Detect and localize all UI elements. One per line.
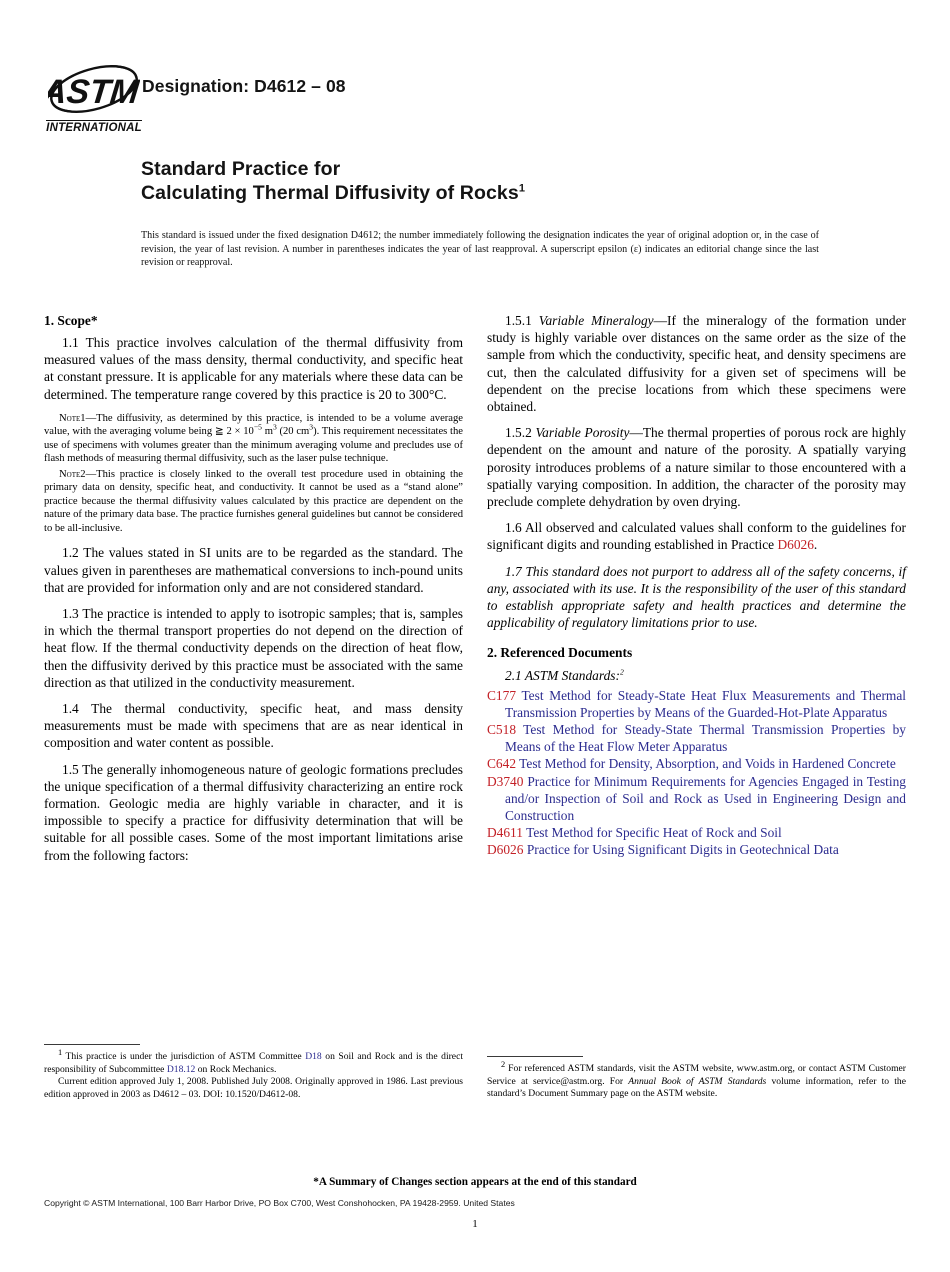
reference-title[interactable]: Test Method for Steady-State Heat Flux Measurements and Thermal Transmission Properties by Means of the Guarded-Hot-Plate Apparatus: [505, 687, 906, 720]
paragraph-1-5-2: [487, 424, 906, 510]
reference-id[interactable]: C177: [487, 687, 517, 703]
svg-text:ASTM: ASTM: [48, 73, 140, 111]
footnote-divider-left: [44, 1044, 140, 1045]
reference-id[interactable]: D4611: [487, 825, 523, 841]
note-1-text-d: ). This requirement necessitates the use of specimens with volumes greater than the minimum averaging volume and precludes use of flash methods of measuring thermal diffusivity, such as the laser pulse technique.: [44, 426, 463, 465]
title-line-1: Standard Practice for: [141, 158, 341, 180]
footnote-edition-info: Current edition approved July 1, 2008. Published July 2008. Originally approved in 1986. Last previous edition approved in 2003 as D4612 – 03. DOI: 10.1520/D4612-08.: [44, 1076, 463, 1100]
referenced-standards-list: [487, 687, 906, 859]
paragraph-1-7: 1.7 This standard does not purport to address all of the safety concerns, if any, associated with its use. It is the responsibility of the user of this standard to establish appropriate safety and health practices and determine the applicability of regulatory limitations prior to use.: [487, 563, 906, 631]
note-1-label: Note: [59, 412, 81, 424]
paragraph-1-2: 1.2 The values stated in SI units are to be regarded as the standard. The values given in parentheses are mathematical conversions to inch-pound units that are provided for information only and are not considered standard.: [44, 545, 463, 595]
note-1: [44, 412, 463, 466]
title-block: [141, 157, 841, 205]
reference-title[interactable]: Practice for Using Significant Digits in Geotechnical Data: [526, 842, 839, 858]
reference-id[interactable]: C518: [487, 722, 517, 738]
footnote-1-text-b: on Soil and Rock and is the direct responsibility of Subcommittee: [44, 1051, 463, 1075]
footnote-right: [487, 1056, 906, 1101]
reference-title[interactable]: Practice for Minimum Requirements for Agencies Engaged in Testing and/or Inspection of Soil and Rock as Used in Engineering Design and Construction: [505, 773, 906, 824]
footnote-2-marker: 2: [501, 1059, 506, 1069]
paragraph-1-5-2-number: 1.5.2: [505, 425, 536, 441]
note-1-text-b: m: [261, 426, 273, 438]
right-column: [487, 312, 906, 859]
copyright-notice: Copyright © ASTM International, 100 Barr Harbor Drive, PO Box C700, West Conshohocken, PA 19428-2959. United States: [44, 1198, 515, 1208]
footnote-2-italic-title: Annual Book of ASTM Standards: [628, 1075, 767, 1087]
footnote-1-text-c: on Rock Mechanics.: [195, 1063, 277, 1075]
paragraph-1-5-2-text: —The thermal properties of porous rock are highly dependent on the amount and nature of the porosity. A spatially varying porosity introduces problems of a nature similar to those encountered with a spatially varying composition. In addition, the character of the porosity may preclude complete dehydration by oven drying.: [487, 425, 906, 510]
note-1-exponent-2: 3: [272, 422, 277, 432]
note-1-number: 1—: [80, 412, 97, 424]
paragraph-1-6-text-b: .: [813, 537, 818, 553]
list-item[interactable]: [487, 824, 906, 841]
designation-label: Designation: D4612 – 08: [142, 76, 346, 96]
astm-standards-footnote-marker: 2: [619, 667, 624, 677]
summary-of-changes-note: *A Summary of Changes section appears at the end of this standard: [313, 1176, 637, 1188]
footnote-1-marker: 1: [58, 1047, 63, 1057]
astm-logo-icon: [48, 58, 140, 120]
paragraph-1-5-2-title: Variable Porosity: [535, 425, 630, 441]
list-item[interactable]: [487, 773, 906, 825]
reference-title[interactable]: Test Method for Specific Heat of Rock and Soil: [526, 825, 782, 841]
note-2: [44, 468, 463, 536]
reference-title[interactable]: Test Method for Density, Absorption, and Voids in Hardened Concrete: [519, 756, 896, 772]
document-header: [46, 58, 906, 144]
paragraph-1-5-1: [487, 312, 906, 415]
title-footnote-marker: 1: [518, 182, 526, 195]
list-item[interactable]: [487, 841, 906, 858]
note-1-text-c: (20 cm: [276, 426, 310, 438]
title-line-2: [141, 181, 841, 205]
footnote-left: [44, 1044, 463, 1101]
issue-statement: This standard is issued under the fixed designation D4612; the number immediately following the designation indicates the year of original adoption or, in the case of revision, the year of last revision. A number in parentheses indicates the year of last reapproval. A superscript epsilon (ε) indicates an editorial change since the last revision or reapproval.: [141, 230, 819, 269]
list-item[interactable]: [487, 721, 906, 755]
paragraph-1-3: 1.3 The practice is intended to apply to isotropic samples; that is, samples in which the thermal transport properties do not depend on the direction of heat flow. If the thermal conductivity depends on the direction of heat flow, then the diffusivity derived by this practice must be associated with the same direction as that utilized in the conductivity measurement.: [44, 605, 463, 690]
reference-id[interactable]: D3740: [487, 773, 524, 789]
paragraph-1-5-1-number: 1.5.1: [505, 313, 539, 328]
note-1-exponent-3: 3: [309, 422, 314, 432]
note-1-exponent-1: −5: [253, 422, 262, 432]
footnote-2-text-a: For referenced ASTM standards, visit the ASTM website, www.astm.org, or contact ASTM Customer Service at service@astm.org. For: [487, 1063, 906, 1087]
note-2-number: 2—: [80, 468, 97, 480]
astm-standards-label-text: 2.1 ASTM Standards:: [505, 668, 620, 684]
link-d6026[interactable]: D6026: [777, 537, 814, 553]
paragraph-1-5-1-title: Variable Mineralogy: [538, 313, 654, 328]
reference-id[interactable]: C642: [487, 756, 517, 772]
footnote-2-text-b: volume information, refer to the standard’s Document Summary page on the ASTM website.: [487, 1075, 906, 1100]
footnote-2: [487, 1059, 906, 1101]
paragraph-1-5: 1.5 The generally inhomogeneous nature of geologic formations precludes the unique specification of a thermal diffusivity characterizing an entire rock formation. Geologic media are highly variable in character, and it is impossible to specify a practice for diffusivity determination that will be suitable for all possible cases. Some of the most important limitations arise from the following factors:: [44, 761, 463, 863]
link-d18-12[interactable]: D18.12: [166, 1063, 196, 1075]
paragraph-1-6-text-a: 1.6 All observed and calculated values shall conform to the guidelines for significant digits and rounding established in Practice: [487, 520, 906, 553]
astm-logo: [46, 58, 142, 138]
astm-logo-subtext: INTERNATIONAL: [46, 122, 142, 134]
reference-title[interactable]: Test Method for Steady-State Thermal Transmission Properties by Means of the Heat Flow Meter Apparatus: [505, 722, 906, 755]
note-2-text: This practice is closely linked to the overall test procedure used in obtaining the primary data on density, specific heat, and conductivity. It cannot be used as a “stand alone” practice because the thermal diffusivity values calculated by this practice are dependent on the nature of the primary data base. The practice furnishes general guidelines but cannot be considered to be all-inclusive.: [44, 468, 463, 534]
footnote-1-text-a: This practice is under the jurisdiction of ASTM Committee: [62, 1051, 306, 1062]
paragraph-1-5-1-text: —If the mineralogy of the formation under study is highly variable over distances on the same order as the size of the sample from which the conductivity, specific heat, and density specimens are cut, then the calculated diffusivity for a given set of specimens will be dependent on the precise locations from which these specimens were obtained.: [487, 313, 907, 415]
paragraph-1-1: 1.1 This practice involves calculation of the thermal diffusivity from measured values of the mass density, thermal conductivity, and specific heat at constant pressure. It is applicable for any materials where these data can be determined. The temperature range covered by this practice is 20 to 300°C.: [44, 335, 463, 402]
link-d18[interactable]: D18: [305, 1051, 322, 1062]
astm-standards-label: [487, 667, 906, 684]
note-1-text-a: The diffusivity, as determined by this practice, is intended to be a volume average value, with the averaging volume being ≧ 2 × 10: [44, 412, 463, 438]
section-heading-referenced-documents: 2. Referenced Documents: [487, 645, 633, 661]
left-column: [44, 312, 463, 873]
section-heading-scope: 1. Scope*: [44, 313, 98, 328]
footnote-1: [44, 1047, 463, 1076]
paragraph-1-4: 1.4 The thermal conductivity, specific heat, and mass density measurements must be made with specimens that are as near identical in composition and water content as possible.: [44, 700, 463, 751]
list-item[interactable]: [487, 755, 906, 772]
note-2-label: Note: [59, 468, 81, 480]
paragraph-1-6: [487, 519, 906, 553]
footnote-divider-right: [487, 1056, 583, 1057]
title-text: Calculating Thermal Diffusivity of Rocks: [141, 182, 519, 204]
list-item[interactable]: [487, 687, 906, 721]
page-number: 1: [472, 1218, 478, 1230]
reference-id[interactable]: D6026: [487, 842, 524, 858]
